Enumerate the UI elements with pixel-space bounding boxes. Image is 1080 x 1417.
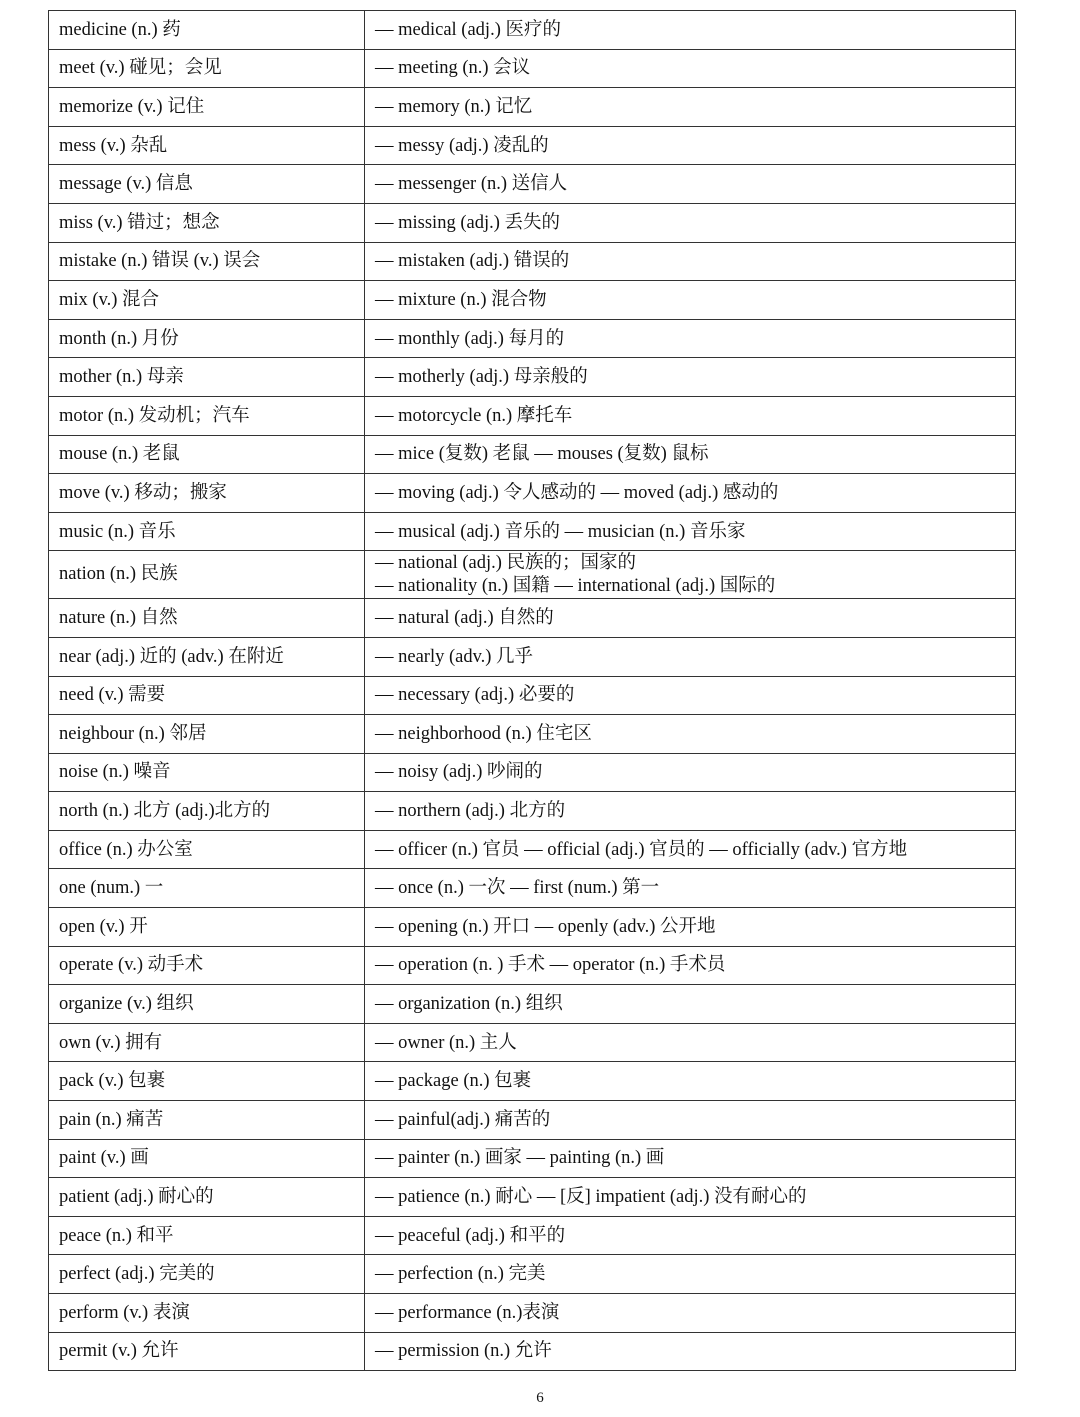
derived-form-line: — painful(adj.) 痛苦的 — [375, 1109, 551, 1130]
derived-forms-cell — [365, 11, 1016, 50]
table-row — [49, 281, 1016, 320]
base-word-cell: pain (n.) 痛苦 — [49, 1101, 365, 1140]
derived-forms-cell — [365, 1332, 1016, 1371]
table-row — [49, 985, 1016, 1024]
derived-forms-cell — [365, 599, 1016, 638]
table-row — [49, 435, 1016, 474]
derived-forms-cell — [365, 1255, 1016, 1294]
derived-forms-cell — [365, 715, 1016, 754]
derived-form-line: — mistaken (adj.) 错误的 — [375, 251, 570, 272]
derived-forms-cell — [365, 869, 1016, 908]
table-row — [49, 1332, 1016, 1371]
derived-form-line: — package (n.) 包裹 — [375, 1071, 532, 1092]
table-row — [49, 88, 1016, 127]
derived-forms-cell — [365, 281, 1016, 320]
derived-form-line: — perfection (n.) 完美 — [375, 1264, 546, 1285]
derived-forms-cell — [365, 1101, 1016, 1140]
derived-forms-cell — [365, 1062, 1016, 1101]
derived-form-line: — meeting (n.) 会议 — [375, 58, 531, 79]
base-word-cell: neighbour (n.) 邻居 — [49, 715, 365, 754]
table-row — [49, 792, 1016, 831]
derived-forms-cell — [365, 792, 1016, 831]
derived-form-line: — messy (adj.) 凌乱的 — [375, 135, 549, 156]
base-word-cell: meet (v.) 碰见；会见 — [49, 49, 365, 88]
table-row — [49, 396, 1016, 435]
table-row — [49, 1178, 1016, 1217]
base-word-cell: one (num.) 一 — [49, 869, 365, 908]
table-row — [49, 946, 1016, 985]
derived-form-line: — nationality (n.) 国籍 — international (adj.) 国际的 — [375, 575, 776, 596]
derived-form-line: — musical (adj.) 音乐的 — musician (n.) 音乐家 — [375, 521, 746, 542]
base-word-cell: noise (n.) 噪音 — [49, 753, 365, 792]
table-row — [49, 474, 1016, 513]
derived-forms-cell — [365, 1216, 1016, 1255]
table-row — [49, 599, 1016, 638]
derived-form-line: — moving (adj.) 令人感动的 — moved (adj.) 感动的 — [375, 482, 779, 503]
table-row — [49, 869, 1016, 908]
derived-form-line: — owner (n.) 主人 — [375, 1032, 517, 1053]
derived-form-line: — opening (n.) 开口 — openly (adv.) 公开地 — [375, 916, 716, 937]
derived-forms-cell — [365, 203, 1016, 242]
base-word-cell: peace (n.) 和平 — [49, 1216, 365, 1255]
derived-form-line: — motherly (adj.) 母亲般的 — [375, 367, 588, 388]
derived-form-line: — messenger (n.) 送信人 — [375, 174, 568, 195]
base-word-cell: music (n.) 音乐 — [49, 512, 365, 551]
base-word-cell: move (v.) 移动；搬家 — [49, 474, 365, 513]
derived-forms-cell — [365, 88, 1016, 127]
derived-form-line: — noisy (adj.) 吵闹的 — [375, 762, 543, 783]
table-row — [49, 637, 1016, 676]
derived-form-line: — medical (adj.) 医疗的 — [375, 19, 561, 40]
base-word-cell: miss (v.) 错过；想念 — [49, 203, 365, 242]
derived-form-line: — operation (n. ) 手术 — operator (n.) 手术员 — [375, 955, 726, 976]
base-word-cell: patient (adj.) 耐心的 — [49, 1178, 365, 1217]
derived-form-line: — memory (n.) 记忆 — [375, 96, 533, 117]
derived-form-line: — mixture (n.) 混合物 — [375, 289, 547, 310]
table-row — [49, 49, 1016, 88]
derived-form-line: — national (adj.) 民族的；国家的 — [375, 552, 637, 573]
derived-form-line: — nearly (adv.) 几乎 — [375, 646, 534, 667]
table-row — [49, 242, 1016, 281]
table-row — [49, 1062, 1016, 1101]
base-word-cell: north (n.) 北方 (adj.)北方的 — [49, 792, 365, 831]
derived-forms-cell — [365, 676, 1016, 715]
base-word-cell: perform (v.) 表演 — [49, 1294, 365, 1333]
table-row — [49, 753, 1016, 792]
base-word-cell: mistake (n.) 错误 (v.) 误会 — [49, 242, 365, 281]
base-word-cell: near (adj.) 近的 (adv.) 在附近 — [49, 637, 365, 676]
derived-forms-cell — [365, 1178, 1016, 1217]
base-word-cell: organize (v.) 组织 — [49, 985, 365, 1024]
derived-form-line: — once (n.) 一次 — first (num.) 第一 — [375, 878, 660, 899]
derived-forms-cell — [365, 512, 1016, 551]
derived-form-line: — permission (n.) 允许 — [375, 1341, 552, 1362]
derived-form-line: — organization (n.) 组织 — [375, 994, 563, 1015]
derived-forms-cell — [365, 474, 1016, 513]
derived-forms-cell — [365, 1023, 1016, 1062]
derived-form-line: — mice (复数) 老鼠 — mouses (复数) 鼠标 — [375, 444, 709, 465]
base-word-cell: pack (v.) 包裹 — [49, 1062, 365, 1101]
derived-form-line: — patience (n.) 耐心 — [反] impatient (adj.) 没有耐心的 — [375, 1187, 807, 1208]
derived-forms-cell — [365, 753, 1016, 792]
base-word-cell: open (v.) 开 — [49, 908, 365, 947]
base-word-cell: medicine (n.) 药 — [49, 11, 365, 50]
base-word-cell: permit (v.) 允许 — [49, 1332, 365, 1371]
derived-form-line: — performance (n.)表演 — [375, 1302, 560, 1323]
derived-form-line: — natural (adj.) 自然的 — [375, 608, 554, 629]
table-row — [49, 126, 1016, 165]
base-word-cell: nature (n.) 自然 — [49, 599, 365, 638]
page-number: 6 — [536, 1390, 544, 1406]
base-word-cell: perfect (adj.) 完美的 — [49, 1255, 365, 1294]
table-row — [49, 830, 1016, 869]
table-row — [49, 1023, 1016, 1062]
base-word-cell: motor (n.) 发动机；汽车 — [49, 396, 365, 435]
base-word-cell: paint (v.) 画 — [49, 1139, 365, 1178]
derived-forms-cell — [365, 946, 1016, 985]
base-word-cell: nation (n.) 民族 — [49, 551, 365, 599]
base-word-cell: operate (v.) 动手术 — [49, 946, 365, 985]
base-word-cell: own (v.) 拥有 — [49, 1023, 365, 1062]
base-word-cell: mother (n.) 母亲 — [49, 358, 365, 397]
table-row — [49, 512, 1016, 551]
table-row — [49, 676, 1016, 715]
base-word-cell: month (n.) 月份 — [49, 319, 365, 358]
table-row — [49, 203, 1016, 242]
derived-forms-cell — [365, 1294, 1016, 1333]
derived-form-line: — monthly (adj.) 每月的 — [375, 328, 565, 349]
derived-forms-cell — [365, 551, 1016, 599]
base-word-cell: mess (v.) 杂乱 — [49, 126, 365, 165]
derived-form-line: — officer (n.) 官员 — official (adj.) 官员的 — officially (adv.) 官方地 — [375, 839, 908, 860]
table-row — [49, 165, 1016, 204]
derived-forms-cell — [365, 435, 1016, 474]
table-row — [49, 358, 1016, 397]
derived-form-line: — northern (adj.) 北方的 — [375, 801, 566, 822]
table-row — [49, 1255, 1016, 1294]
table-row — [49, 1216, 1016, 1255]
derived-form-line: — missing (adj.) 丢失的 — [375, 212, 560, 233]
derived-forms-cell — [365, 908, 1016, 947]
table-row — [49, 319, 1016, 358]
table-row — [49, 1139, 1016, 1178]
derived-forms-cell — [365, 830, 1016, 869]
derived-forms-cell — [365, 358, 1016, 397]
table-row — [49, 1101, 1016, 1140]
table-row — [49, 551, 1016, 599]
base-word-cell: mouse (n.) 老鼠 — [49, 435, 365, 474]
derived-forms-cell — [365, 1139, 1016, 1178]
base-word-cell: office (n.) 办公室 — [49, 830, 365, 869]
derived-forms-cell — [365, 49, 1016, 88]
table-row — [49, 11, 1016, 50]
table-row — [49, 1294, 1016, 1333]
derived-forms-cell — [365, 396, 1016, 435]
vocabulary-table-body — [49, 11, 1016, 1371]
vocabulary-table — [48, 10, 1016, 1371]
derived-form-line: — peaceful (adj.) 和平的 — [375, 1225, 566, 1246]
derived-forms-cell — [365, 165, 1016, 204]
derived-forms-cell — [365, 242, 1016, 281]
derived-forms-cell — [365, 319, 1016, 358]
derived-form-line: — painter (n.) 画家 — painting (n.) 画 — [375, 1148, 665, 1169]
derived-forms-cell — [365, 126, 1016, 165]
derived-forms-cell — [365, 637, 1016, 676]
table-row — [49, 908, 1016, 947]
derived-form-line: — necessary (adj.) 必要的 — [375, 685, 575, 706]
base-word-cell: message (v.) 信息 — [49, 165, 365, 204]
derived-form-line: — neighborhood (n.) 住宅区 — [375, 723, 592, 744]
base-word-cell: memorize (v.) 记住 — [49, 88, 365, 127]
derived-forms-cell — [365, 985, 1016, 1024]
base-word-cell: need (v.) 需要 — [49, 676, 365, 715]
base-word-cell: mix (v.) 混合 — [49, 281, 365, 320]
table-row — [49, 715, 1016, 754]
derived-form-line: — motorcycle (n.) 摩托车 — [375, 405, 573, 426]
